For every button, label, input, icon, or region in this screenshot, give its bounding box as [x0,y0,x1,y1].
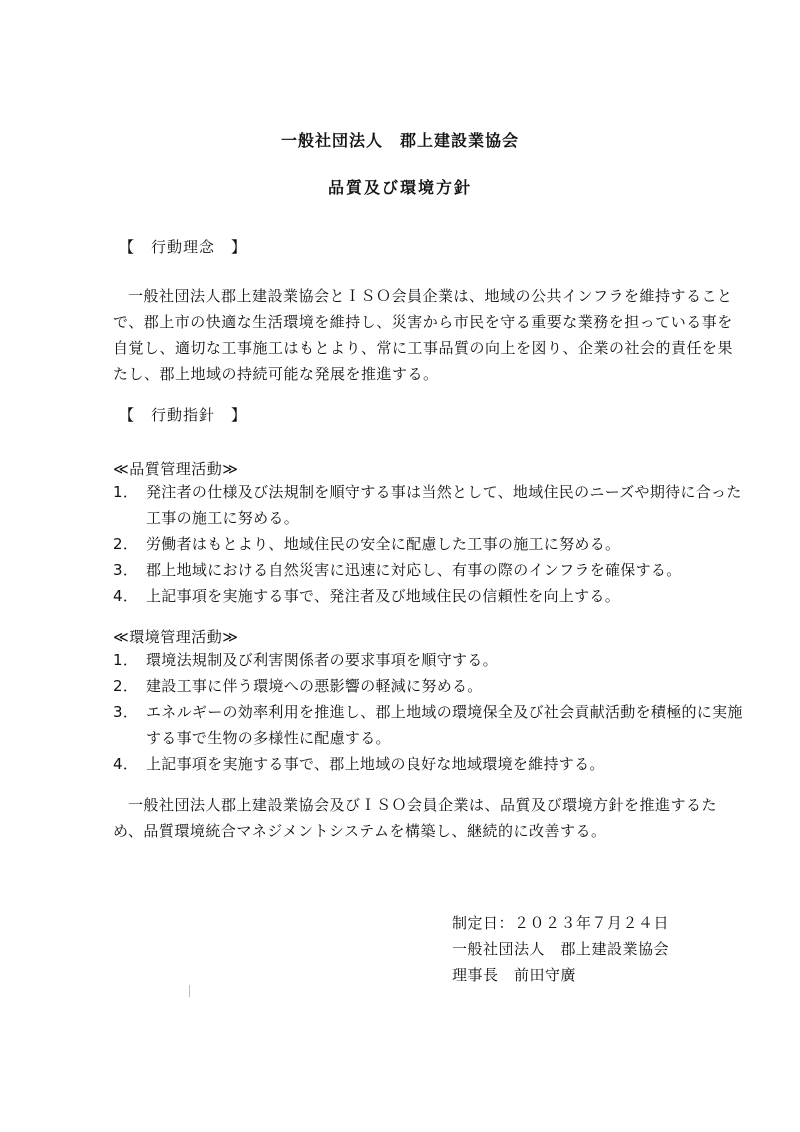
policy-title: 品質及び環境方針 [327,178,472,197]
list-item [113,699,753,751]
closing-paragraph: 一般社団法人郡上建設業協会及びＩＳＯ会員企業は、品質及び環境方針を推進するため、品質環境統合マネジメントシステムを構築し、継続的に改善する。 [113,796,718,840]
item-text: 郡上地域における自然災害に迅速に対応し、有事の際のインフラを確保する。 [146,561,682,579]
item-number: 3． [113,561,139,579]
item-text: 発注者の仕様及び法規制を順守する事は当然として、地域住民のニーズや期待に合った工事の施工に努める。 [146,483,742,527]
item-text: 上記事項を実施する事で、発注者及び地域住民の信頼性を向上する。 [146,587,621,605]
signature-block [452,910,669,988]
item-text: 環境法規制及び利害関係者の要求事項を順守する。 [146,651,498,669]
quality-list [113,479,753,609]
signature-chairman: 理事長 前田守廣 [452,966,577,984]
item-text: 上記事項を実施する事で、郡上地域の良好な地域環境を維持する。 [146,755,605,773]
list-item [113,647,753,673]
item-text: 建設工事に伴う環境への悪影響の軽減に努める。 [146,677,483,695]
item-text: 労働者はもとより、地域住民の安全に配慮した工事の施工に努める。 [146,535,621,553]
scan-speck [189,985,190,997]
philosophy-paragraph: 一般社団法人郡上建設業協会とＩＳＯ会員企業は、地域の公共インフラを維持することで、郡上市の快適な生活環境を維持し、災害から市民を守る重要な業務を担っている事を自覚し、適切な工事施工はもとより、常に工事品質の向上を図り、企業の社会的責任を果たし、郡上地域の持続可能な発展を推進する。 [113,287,734,383]
item-number: 1． [113,483,139,501]
item-number: 2． [113,535,139,553]
environment-list [113,647,753,777]
guideline-heading: 【 行動指針 】 [119,406,248,424]
item-number: 3． [113,703,139,721]
signature-organization: 一般社団法人 郡上建設業協会 [452,940,670,958]
established-date: 制定日：２０２３年７月２４日 [452,914,670,932]
list-item [113,673,753,699]
list-item [113,531,753,557]
environment-heading: ≪環境管理活動≫ [113,628,239,646]
item-number: 4． [113,755,139,773]
organization-title: 一般社団法人 郡上建設業協会 [280,131,519,150]
list-item [113,557,753,583]
list-item [113,583,753,609]
item-number: 1． [113,651,139,669]
philosophy-heading: 【 行動理念 】 [119,238,248,256]
list-item [113,751,753,777]
item-number: 2． [113,677,139,695]
list-item [113,479,753,531]
item-text: エネルギーの効率利用を推進し、郡上地域の環境保全及び社会貢献活動を積極的に実施する事で生物の多様性に配慮する。 [146,703,743,747]
item-number: 4． [113,587,139,605]
quality-heading: ≪品質管理活動≫ [113,460,239,478]
